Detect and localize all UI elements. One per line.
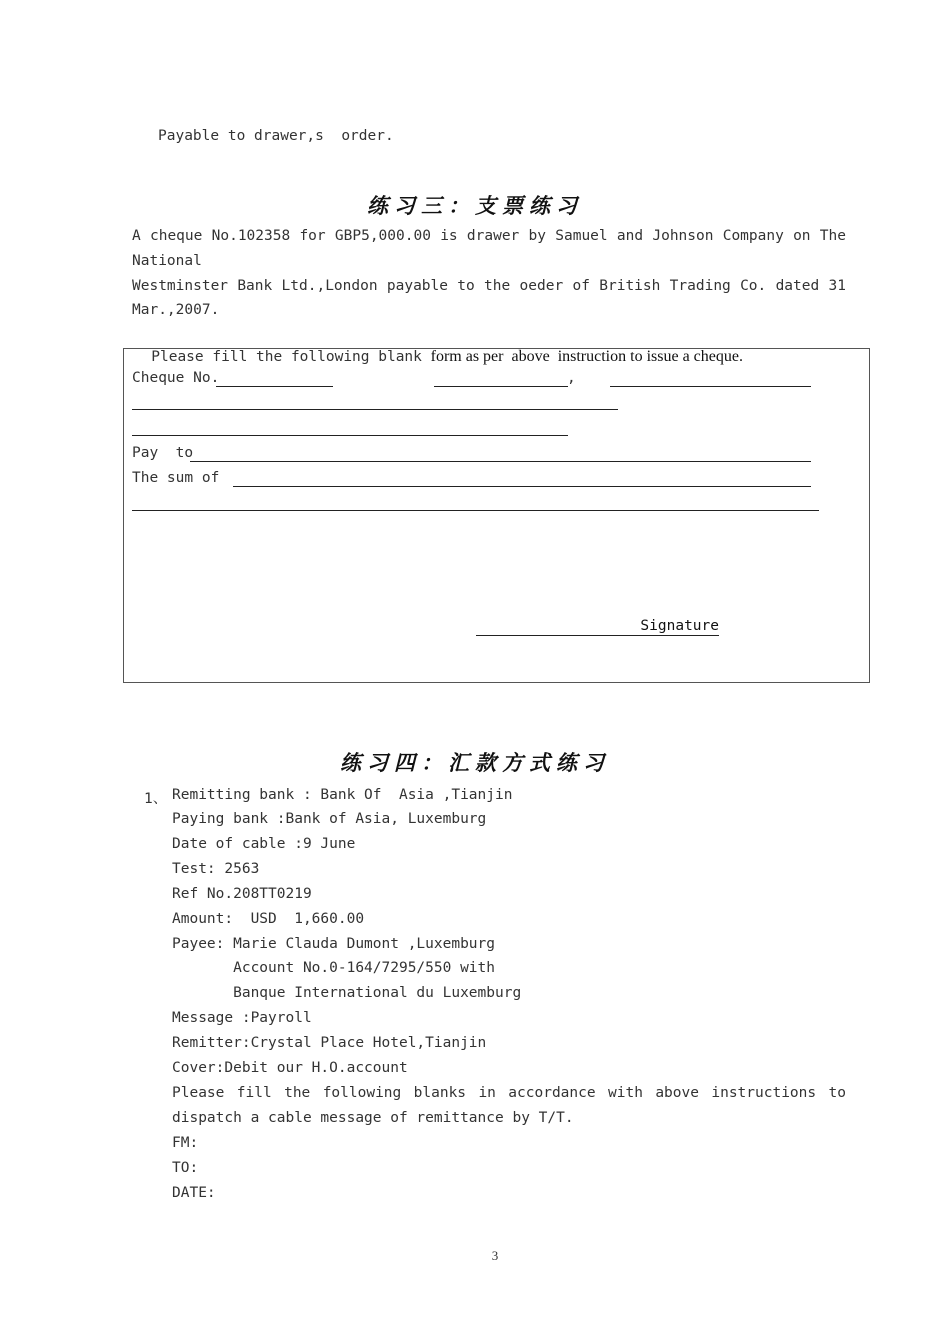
drawee-bank-line-1[interactable] bbox=[132, 409, 618, 410]
section3-para-line3 bbox=[132, 278, 846, 294]
instruction-serif-part: form as per above instruction to issue a cheque. bbox=[430, 348, 743, 365]
drawee-bank-line-2[interactable] bbox=[132, 435, 568, 436]
word: blanks bbox=[413, 1085, 467, 1101]
word: the bbox=[484, 278, 511, 294]
test-line: Test: 2563 bbox=[172, 861, 260, 877]
date-comma: , bbox=[567, 370, 576, 386]
word: Samuel bbox=[555, 228, 608, 244]
word: dated bbox=[775, 278, 820, 294]
cheque-no-field[interactable] bbox=[216, 386, 333, 387]
word: drawer bbox=[466, 228, 520, 244]
sum-of-label: The sum of bbox=[132, 470, 220, 486]
word: to bbox=[457, 278, 475, 294]
section3-para-line4: Mar.,2007. bbox=[132, 302, 220, 318]
word: accordance bbox=[508, 1085, 596, 1101]
word: fill bbox=[236, 1085, 272, 1101]
word: Ltd.,London bbox=[281, 278, 378, 294]
word: Johnson bbox=[652, 228, 714, 244]
word: Westminster bbox=[132, 278, 229, 294]
word: in bbox=[478, 1085, 496, 1101]
word: Bank bbox=[237, 278, 273, 294]
ref-no-line: Ref No.208TT0219 bbox=[172, 886, 312, 902]
word: to bbox=[828, 1085, 846, 1101]
page-number: 3 bbox=[491, 1248, 499, 1263]
date-field-left[interactable] bbox=[434, 386, 568, 387]
section3-heading: 练习三：支票练习 bbox=[367, 193, 583, 218]
account-no-line: Account No.0-164/7295/550 with bbox=[172, 960, 496, 976]
fm-label: FM: bbox=[172, 1135, 199, 1151]
payee-line: Payee: Marie Clauda Dumont ,Luxemburg bbox=[172, 936, 496, 952]
word: Co. bbox=[740, 278, 767, 294]
to-label: TO: bbox=[172, 1160, 199, 1176]
word: Trading bbox=[669, 278, 731, 294]
word: following bbox=[322, 1085, 402, 1101]
word: and bbox=[616, 228, 644, 244]
amount-line: Amount: USD 1,660.00 bbox=[172, 911, 365, 927]
banque-line: Banque International du Luxemburg bbox=[172, 985, 522, 1001]
paying-bank-line: Paying bank :Bank of Asia, Luxemburg bbox=[172, 811, 487, 827]
word: of bbox=[572, 278, 590, 294]
word: Company bbox=[722, 228, 784, 244]
instruction-mono-part: Please fill the following blank bbox=[151, 349, 431, 365]
word: instructions bbox=[711, 1085, 817, 1101]
word: payable bbox=[386, 278, 448, 294]
word: oeder bbox=[519, 278, 564, 294]
date-of-cable-line: Date of cable :9 June bbox=[172, 836, 356, 852]
message-line: Message :Payroll bbox=[172, 1010, 312, 1026]
word: with bbox=[608, 1085, 643, 1101]
sum-of-field[interactable] bbox=[233, 486, 811, 487]
signature-line[interactable] bbox=[476, 618, 719, 636]
word: British bbox=[599, 278, 661, 294]
word: on bbox=[793, 228, 811, 244]
word: 31 bbox=[828, 278, 846, 294]
section4-heading: 练习四：汇款方式练习 bbox=[340, 750, 610, 775]
word: above bbox=[655, 1085, 699, 1101]
remitting-bank-line: Remitting bank : Bank Of Asia ,Tianjin bbox=[172, 787, 513, 803]
previous-text-line: Payable to drawer,s order. bbox=[158, 128, 394, 144]
section3-para-line1 bbox=[132, 228, 846, 244]
pay-to-field[interactable] bbox=[190, 461, 811, 462]
pay-to-label: Pay to bbox=[132, 445, 194, 461]
section3-para-line2: National bbox=[132, 253, 202, 269]
word: GBP5,000.00 bbox=[334, 228, 431, 244]
please-fill-line1 bbox=[172, 1085, 846, 1101]
date-field-right[interactable] bbox=[610, 386, 811, 387]
sum-of-field-line-2[interactable] bbox=[132, 510, 819, 511]
cover-line: Cover:Debit our H.O.account bbox=[172, 1060, 408, 1076]
please-fill-line2: dispatch a cable message of remittance by T/T. bbox=[172, 1110, 574, 1126]
remitter-line: Remitter:Crystal Place Hotel,Tianjin bbox=[172, 1035, 487, 1051]
word: No.102358 bbox=[211, 228, 291, 244]
word: The bbox=[819, 228, 846, 244]
word: is bbox=[440, 228, 458, 244]
word: Please bbox=[172, 1085, 225, 1101]
word: by bbox=[528, 228, 547, 244]
word: for bbox=[299, 228, 326, 244]
word: the bbox=[284, 1085, 311, 1101]
signature-label: Signature bbox=[640, 618, 719, 634]
cheque-no-label: Cheque No. bbox=[132, 370, 220, 386]
word: cheque bbox=[149, 228, 203, 244]
word: A bbox=[132, 228, 141, 244]
date-label: DATE: bbox=[172, 1185, 216, 1201]
item-number: 1、 bbox=[144, 791, 168, 807]
